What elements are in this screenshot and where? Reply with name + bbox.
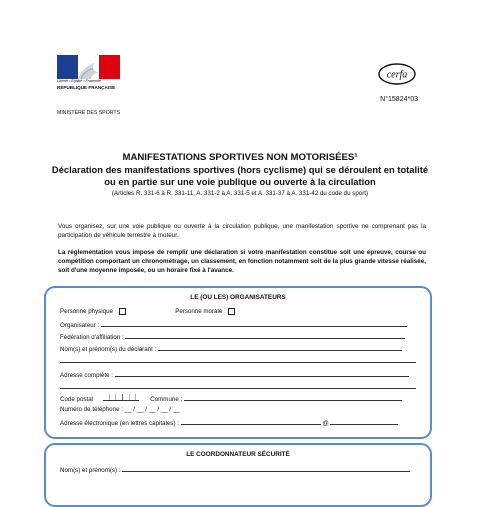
organiser-label: Organisateur : xyxy=(60,322,100,329)
security-name-label: Nom(s) et prénom(s) : xyxy=(60,467,121,474)
security-section-title: LE COORDONNATEUR SÉCURITÉ xyxy=(186,451,290,458)
declarant-row-2 xyxy=(60,356,416,365)
email-label: Adresse électronique (en lettres capitales) : xyxy=(60,420,179,427)
address-field[interactable] xyxy=(115,370,409,377)
organisers-section xyxy=(44,286,432,439)
form-subtitle: Déclaration des manifestations sportives (hors cyclisme) qui se déroulent en totalité ou en partie sur une voie publique ou ouverte à la circulation xyxy=(51,164,429,187)
logo-republic: RÉPUBLIQUE FRANÇAISE xyxy=(57,85,116,90)
organisers-section-title: LE (OU LES) ORGANISATEURS xyxy=(190,294,286,301)
cerfa-number: N°15824*03 xyxy=(380,96,418,103)
regulation-paragraph: La réglementation vous impose de remplir une déclaration si votre manifestation constitue soit une épreuve, course ou compétition comportant un chronométrage, un classement, en fonction notamment soit de la plus grande vitesse réalisée, soit d'une moyenne imposée, ou un horaire fixé à l'avance. xyxy=(58,249,426,274)
federation-field[interactable] xyxy=(125,332,405,339)
address-label: Adresse complète : xyxy=(60,372,113,379)
address-field-line2[interactable] xyxy=(60,382,416,389)
address-row-2 xyxy=(60,382,416,391)
declarant-field-line2[interactable] xyxy=(60,356,416,363)
federation-label: Fédération d'affiliation : xyxy=(60,334,124,341)
email-field-domain[interactable] xyxy=(330,418,398,425)
security-name-field[interactable] xyxy=(122,465,410,472)
commune-label: Commune : xyxy=(150,396,183,403)
email-field-local[interactable] xyxy=(181,418,321,425)
security-coordinator-section xyxy=(44,443,432,507)
organiser-field[interactable] xyxy=(101,320,407,327)
declarant-field[interactable] xyxy=(158,344,402,351)
person-type-row xyxy=(60,308,235,315)
intro-paragraph: Vous organisez, sur une voie publique ou ouverte à la circulation publique, une manifestation sportive ne comprenant pas la participation de véhicule terrestre à moteur. xyxy=(58,223,426,239)
logo-motto: Liberté • Égalité • Fraternité xyxy=(57,79,101,83)
form-title: MANIFESTATIONS SPORTIVES NON MOTORISÉES¹ xyxy=(122,152,358,163)
organiser-row xyxy=(60,320,407,329)
declarant-label: Nom(s) et prénom(s) du déclarant : xyxy=(60,346,157,353)
postal-row xyxy=(60,394,402,403)
phone-label[interactable]: Numéro de téléphone : __ / __ / __ / __ / __ xyxy=(60,406,180,413)
security-name-row xyxy=(60,465,410,474)
legal-references: (Articles R. 331-6 à R. 331-11, A. 331-2 à A. 331-5 et A. 331-37 à A. 331-42 du code du sport) xyxy=(111,190,369,197)
email-at: @ xyxy=(322,420,329,427)
person-moral-label: Personne morale xyxy=(175,308,223,316)
email-row xyxy=(60,418,398,427)
phone-row xyxy=(60,406,180,413)
person-physical-label: Personne physique xyxy=(60,308,113,316)
person-physical-checkbox[interactable] xyxy=(119,308,126,315)
cerfa-logo-text: cerfa xyxy=(386,69,408,81)
declarant-row xyxy=(60,344,402,353)
postal-code-label: Code postal xyxy=(60,396,94,403)
commune-field[interactable] xyxy=(184,394,402,401)
cerfa-logo xyxy=(378,63,416,85)
person-moral-checkbox[interactable] xyxy=(228,308,235,315)
ministry-name: MINISTÈRE DES SPORTS xyxy=(57,110,121,116)
federation-row xyxy=(60,332,405,341)
address-row xyxy=(60,370,409,379)
postal-code-field[interactable] xyxy=(103,394,139,401)
